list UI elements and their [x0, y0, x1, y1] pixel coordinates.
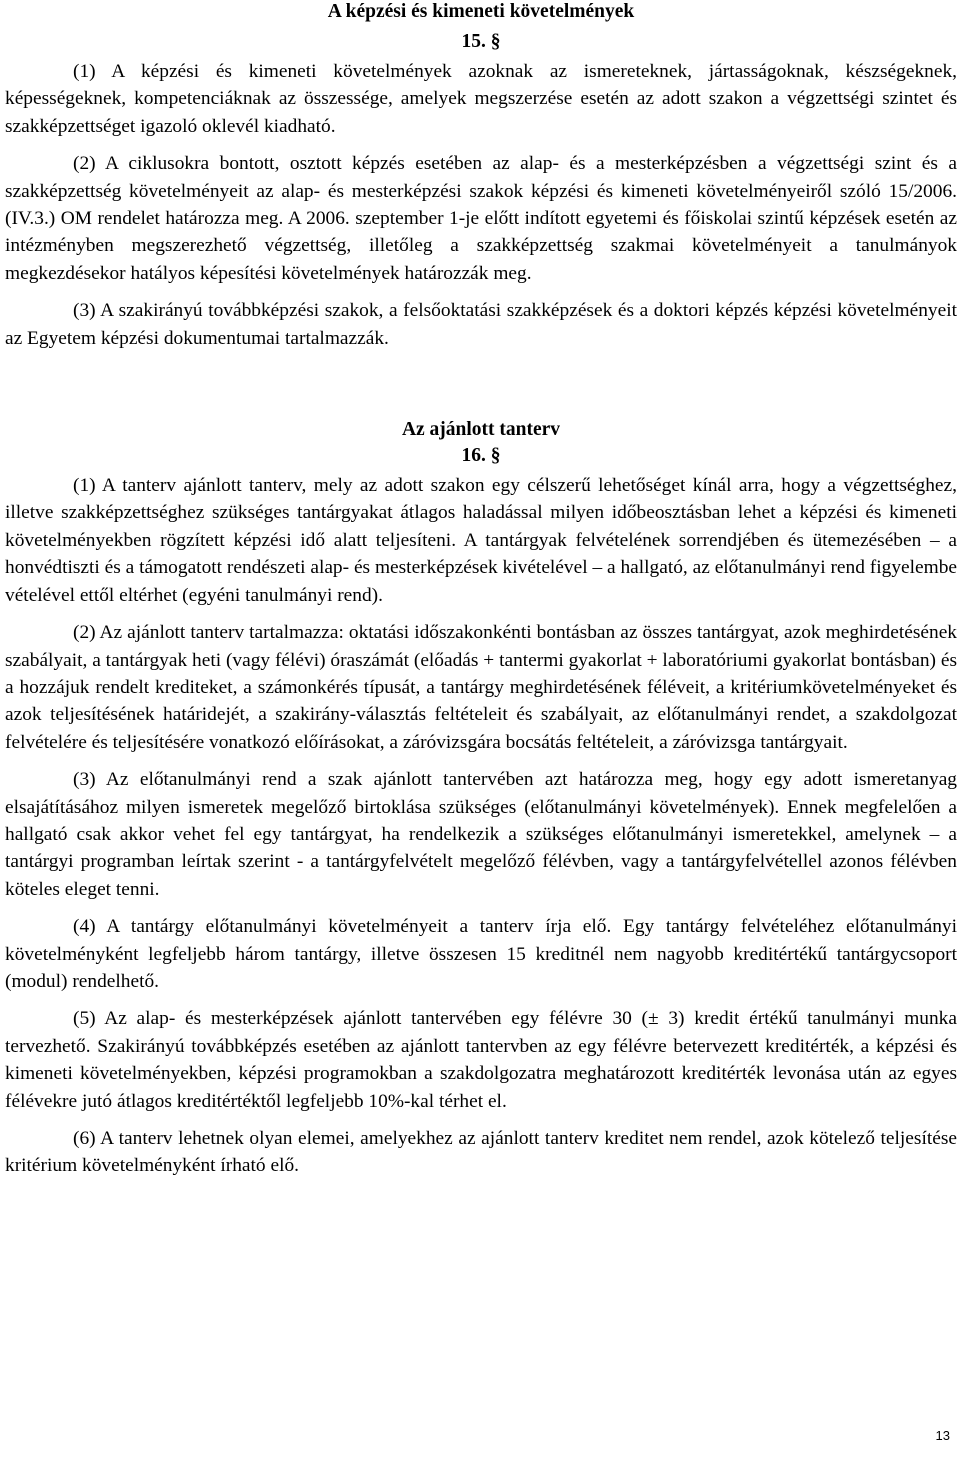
section-title: Az ajánlott tanterv	[401, 419, 561, 441]
paragraph: (2) Az ajánlott tanterv tartalmazza: oktatási időszakonkénti bontásban az összes tantárgyat, azok meghirdetésének szabályait, a tantárgyak heti (vagy félévi) óraszámát (előadás + tantermi gyakorlat + laboratóriumi gyakorlat bontásban) és a hozzájuk rendelt krediteket, a számonkérés típusát, a tantárgy meghirdetésének féléveit, a kritériumkövetelményeket és azok teljesítésének határidejét, a szakirány-választás feltételeit és szabályait, az előtanulmányi rendet, a szakdolgozat felvételére és teljesítésére vonatkozó előírásokat, a záróvizsgára bocsátás feltételeit, a záróvizsga tantárgyait.	[5, 622, 957, 753]
document-page	[5, 0, 957, 1190]
paragraph: (3) Az előtanulmányi rend a szak ajánlott tantervében azt határozza meg, hogy egy adott ismeretanyag elsajátításához milyen ismeretek megelőző birtoklása szükséges (előtanulmányi követelmények). Ennek megfelelően a hallgató csak akkor vehet fel egy tantárgyat, ha rendelkezik a szükséges előtanulmányi ismeretekkel, amelynek – a tantárgyi programban leírtak szerint - a tantárgyfelvételt megelőző félévben, vagy a tantárgyfelvétellel azonos félévben köteles eleget tenni.	[5, 769, 957, 900]
paragraph: (4) A tantárgy előtanulmányi követelményeit a tanterv írja elő. Egy tantárgy felvételéhez előtanulmányi követelményként legfeljebb három tantárgy, illetve összesen 15 kreditnél nem nagyobb kreditértékű tantárgycsoport (modul) rendelhető.	[5, 916, 957, 992]
page-number: 13	[935, 1428, 950, 1443]
paragraph: (2) A ciklusokra bontott, osztott képzés esetében az alap- és a mesterképzésben a végzettségi szint és a szakképzettség követelményeit az alap- és mesterképzési szakok képzési és kimeneti követelményeiről szóló 15/2006. (IV.3.) OM rendelet határozza meg. A 2006. szeptember 1-je előtt indított egyetemi és főiskolai szintű képzések esetén az intézményben megszerezhető végzettség, illetőleg a szakképzettség szakmai követelményeit a tanulmányok megkezdésekor hatályos képesítési követelmények határozzák meg.	[5, 153, 957, 284]
paragraph: (1) A képzési és kimeneti követelmények azoknak az ismereteknek, jártasságoknak, készségeknek, képességeknek, kompetenciáknak az összessége, amelyek megszerzése esetén az adott szakon a végzettségi szintet és szakképzettséget igazoló oklevél kiadható.	[5, 61, 957, 137]
section-16	[5, 418, 957, 1180]
paragraph: (3) A szakirányú továbbképzési szakok, a felsőoktatási szakképzések és a doktori képzés képzési követelményeit az Egyetem képzési dokumentumai tartalmazzák.	[5, 300, 957, 349]
section-title: A képzési és kimeneti követelmények	[327, 1, 635, 22]
paragraph: (1) A tanterv ajánlott tanterv, mely az adott szakon egy célszerű lehetőséget kínál arra, hogy a végzettséghez, illetve szakképzettséghez szükséges tantárgyakat átlagos haladással milyen időbeosztásban lehet a képzési és kimeneti követelményekben rögzített képzési idő alatt teljesíteni. A tantárgyak felvételének sorrendjében és ütemezésében – a honvédtiszti és a támogatott rendészeti alap- és mesterképzések kivételével – a hallgató, az előtanulmányi rend figyelembe vételével ettől eltérhet (egyéni tanulmányi rend).	[5, 475, 957, 606]
section-15	[5, 0, 957, 352]
section-number: 16. §	[461, 445, 501, 467]
paragraph: (5) Az alap- és mesterképzések ajánlott tantervében egy félévre 30 (± 3) kredit értékű tanulmányi munka tervezhető. Szakirányú továbbképzés esetében az ajánlott tantervben az egy félévre betervezett kreditérték, a képzési és kimeneti követelményekben, képzési programokban a szakdolgozatra meghatározott kreditérték levonása után az egyes félévekre jutó átlagos kreditértéktől legfeljebb 10%-kal térhet el.	[5, 1008, 957, 1112]
paragraph: (6) A tanterv lehetnek olyan elemei, amelyekhez az ajánlott tanterv kreditet nem rendel, azok kötelező teljesítése kritérium követelményként írható elő.	[5, 1128, 957, 1177]
section-number: 15. §	[461, 31, 501, 52]
